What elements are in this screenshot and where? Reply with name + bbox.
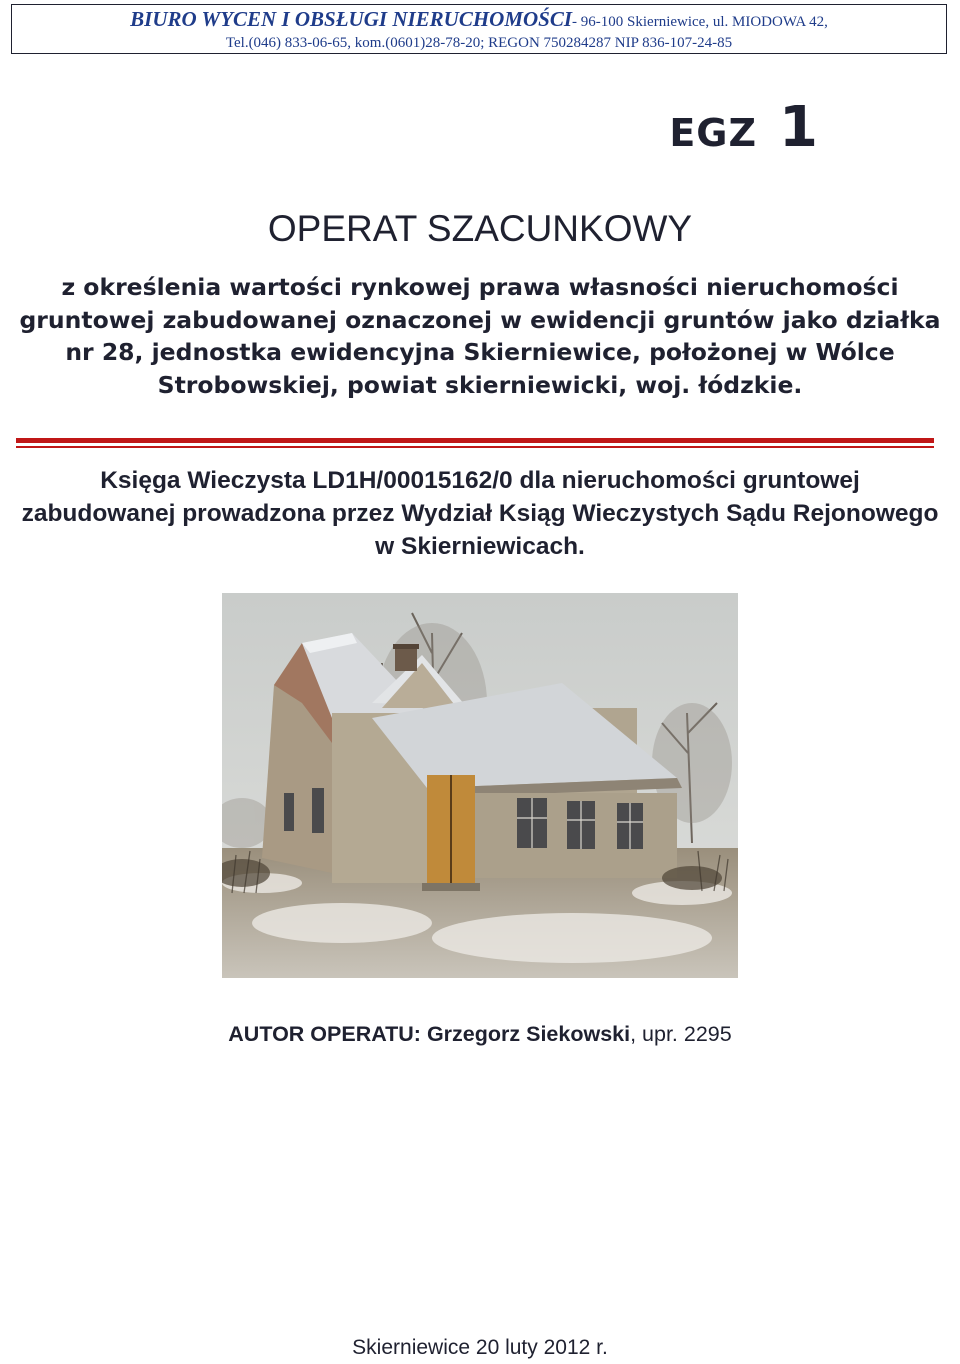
document-subtitle: z określenia wartości rynkowej prawa własności nieruchomości gruntowej zabudowanej oznaczonej w ewidencji gruntów jako działka nr 28, jednostka ewidencyjna Skierniewice, położonej w Wólce Strobowskiej, powiat skierniewicki, woj. łódzkie. (19, 273, 941, 399)
land-register-note: Księga Wieczysta LD1H/00015162/0 dla nieruchomości gruntowej zabudowanej prowadzona przez Wydział Ksiąg Wieczystych Sądu Rejonowego w Skierniewicach. (21, 467, 939, 560)
property-photo (222, 593, 738, 978)
company-contact: Tel.(046) 833-06-65, kom.(0601)28-78-20; REGON 750284287 NIP 836-107-24-85 (225, 35, 733, 51)
copy-number: 1 (779, 95, 818, 160)
company-header (11, 4, 947, 54)
author-name: Grzegorz Siekowski (426, 1022, 631, 1046)
header-line-1 (12, 7, 946, 34)
place-date: Skierniewice 20 luty 2012 r. (352, 1336, 608, 1359)
author-license: , upr. 2295 (630, 1022, 732, 1046)
author-line (0, 1020, 960, 1048)
divider-thin (16, 446, 934, 448)
document-title: OPERAT SZACUNKOWY (267, 208, 693, 249)
author-label: AUTOR OPERATU: (228, 1022, 421, 1046)
company-address: - 96-100 Skierniewice, ul. MIODOWA 42, (572, 14, 828, 30)
copy-mark (669, 95, 818, 160)
copy-label: EGZ (669, 111, 758, 155)
company-name: BIURO WYCEN I OBSŁUGI NIERUCHOMOŚCI (130, 7, 573, 31)
divider-thick (16, 438, 934, 443)
